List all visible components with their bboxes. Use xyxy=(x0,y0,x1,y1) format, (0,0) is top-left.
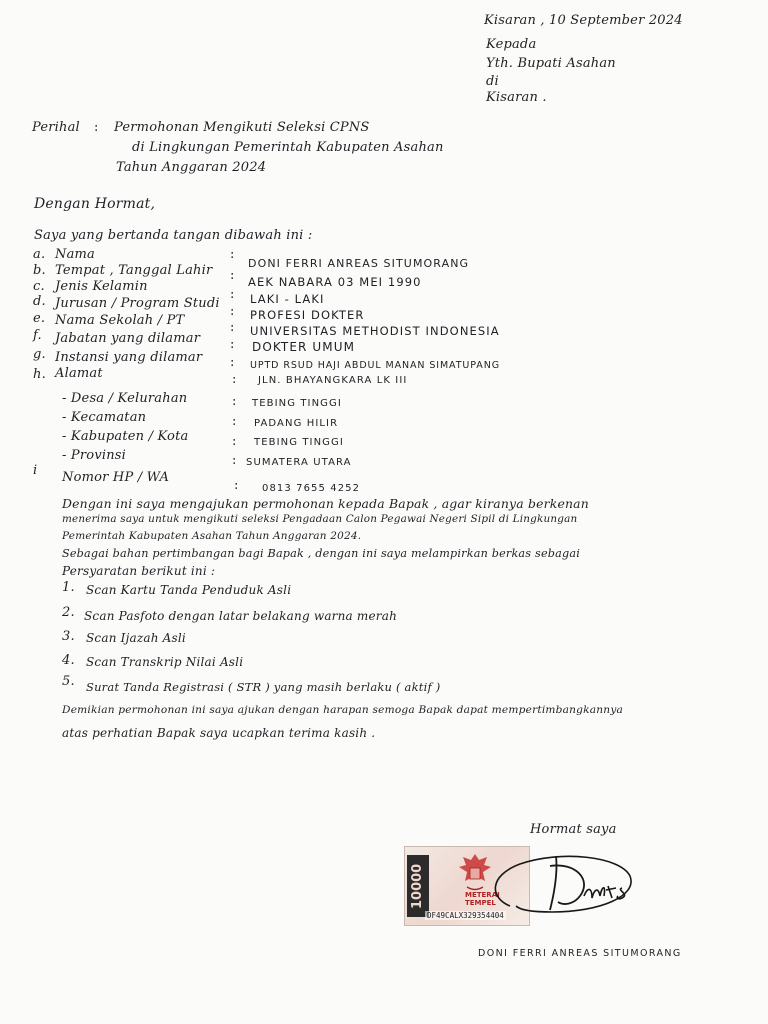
at-label: di xyxy=(486,74,499,89)
field-colon: : xyxy=(230,355,235,370)
requirement-number: 2. xyxy=(62,605,75,620)
field-letter: g. xyxy=(33,347,46,362)
phone-value: 0813 7655 4252 xyxy=(262,483,361,494)
perihal-label: Perihal xyxy=(32,120,80,135)
phone-letter: i xyxy=(33,463,38,478)
address-colon: : xyxy=(232,394,237,409)
requirement-number: 3. xyxy=(62,629,75,644)
field-label: Tempat , Tanggal Lahir xyxy=(55,263,213,278)
address-value: SUMATERA UTARA xyxy=(246,457,352,468)
place-date: Kisaran , 10 September 2024 xyxy=(484,13,683,28)
field-label: Instansi yang dilamar xyxy=(55,350,203,365)
field-label: Jabatan yang dilamar xyxy=(55,331,201,346)
closing-line: Demikian permohonan ini saya ajukan dengan harapan semoga Bapak dapat mempertimbangkannya xyxy=(62,704,624,716)
field-letter: c. xyxy=(33,279,45,294)
perihal-line: di Lingkungan Pemerintah Kabupaten Asahan xyxy=(132,140,444,155)
body-line: Pemerintah Kabupaten Asahan Tahun Anggaran 2024. xyxy=(62,530,362,542)
address-colon: : xyxy=(232,414,237,429)
requirement-text: Surat Tanda Registrasi ( STR ) yang masih berlaku ( aktif ) xyxy=(86,680,441,694)
phone-colon: : xyxy=(234,478,239,493)
closing-line: atas perhatian Bapak saya ucapkan terima kasih . xyxy=(62,726,376,740)
field-colon: : xyxy=(230,320,235,335)
stamp-code: DF49CALX329354404 xyxy=(427,911,504,920)
body-line: Dengan ini saya mengajukan permohonan kepada Bapak , agar kiranya berkenan xyxy=(62,496,589,511)
field-value: UNIVERSITAS METHODIST INDONESIA xyxy=(250,324,500,338)
field-label: Jenis Kelamin xyxy=(55,279,148,294)
field-value: UPTD RSUD HAJI ABDUL MANAN SIMATUPANG xyxy=(250,360,500,371)
phone-label: Nomor HP / WA xyxy=(62,470,170,485)
city: Kisaran . xyxy=(486,90,547,105)
field-colon: : xyxy=(230,287,235,302)
address-value: TEBING TINGGI xyxy=(254,437,344,448)
address-value: TEBING TINGGI xyxy=(252,398,342,409)
field-value: PROFESI DOKTER xyxy=(250,308,365,322)
requirement-number: 1. xyxy=(62,580,75,595)
field-label: Alamat xyxy=(55,366,103,381)
stamp-label: METERAI TEMPEL xyxy=(465,891,500,907)
signer-name: DONI FERRI ANREAS SITUMORANG xyxy=(478,948,682,959)
field-label: Nama Sekolah / PT xyxy=(55,313,185,328)
address-value: PADANG HILIR xyxy=(254,418,339,429)
field-value: DOKTER UMUM xyxy=(252,340,356,354)
field-value: DONI FERRI ANREAS SITUMORANG xyxy=(248,257,470,270)
field-colon: : xyxy=(230,337,235,352)
requirement-text: Scan Transkrip Nilai Asli xyxy=(86,655,244,669)
field-colon: : xyxy=(232,372,237,387)
body-line: Persyaratan berikut ini : xyxy=(62,564,216,578)
perihal-line: Permohonan Mengikuti Seleksi CPNS xyxy=(114,120,370,135)
field-colon: : xyxy=(230,247,235,262)
field-letter: a. xyxy=(33,247,46,262)
field-letter: h. xyxy=(33,367,46,382)
address-label: - Kecamatan xyxy=(62,410,147,425)
body-line: Sebagai bahan pertimbangan bagi Bapak , dengan ini saya melampirkan berkas sebagai xyxy=(62,547,581,560)
perihal-colon: : xyxy=(94,120,99,135)
requirement-text: Scan Ijazah Asli xyxy=(86,631,186,645)
requirement-number: 5. xyxy=(62,674,75,689)
body-line: menerima saya untuk mengikuti seleksi Pengadaan Calon Pegawai Negeri Sipil di Lingkungan xyxy=(62,513,578,525)
address-label: - Provinsi xyxy=(62,448,127,463)
address-label: - Kabupaten / Kota xyxy=(62,429,189,444)
requirement-number: 4. xyxy=(62,653,75,668)
perihal-line: Tahun Anggaran 2024 xyxy=(116,160,267,175)
field-label: Jurusan / Program Studi xyxy=(55,296,220,311)
field-value: JLN. BHAYANGKARA LK III xyxy=(258,375,408,386)
stamp-amount: 10000 xyxy=(407,855,429,917)
signoff: Hormat saya xyxy=(530,822,617,837)
intro: Saya yang bertanda tangan dibawah ini : xyxy=(34,228,313,243)
to-label: Kepada xyxy=(486,37,537,52)
addressee: Yth. Bupati Asahan xyxy=(486,56,616,71)
requirement-text: Scan Pasfoto dengan latar belakang warna merah xyxy=(84,609,398,623)
field-letter: b. xyxy=(33,263,46,278)
requirement-text: Scan Kartu Tanda Penduduk Asli xyxy=(86,583,292,597)
address-label: - Desa / Kelurahan xyxy=(62,391,188,406)
field-letter: e. xyxy=(33,311,46,326)
address-colon: : xyxy=(232,453,237,468)
field-letter: f. xyxy=(33,328,42,343)
field-value: AEK NABARA 03 MEI 1990 xyxy=(248,275,422,289)
field-value: LAKI - LAKI xyxy=(250,292,325,306)
address-colon: : xyxy=(232,434,237,449)
signature-icon xyxy=(480,836,658,920)
greeting: Dengan Hormat, xyxy=(34,196,156,212)
field-letter: d. xyxy=(33,294,46,309)
field-colon: : xyxy=(230,304,235,319)
field-label: Nama xyxy=(55,247,96,262)
field-colon: : xyxy=(230,268,235,283)
